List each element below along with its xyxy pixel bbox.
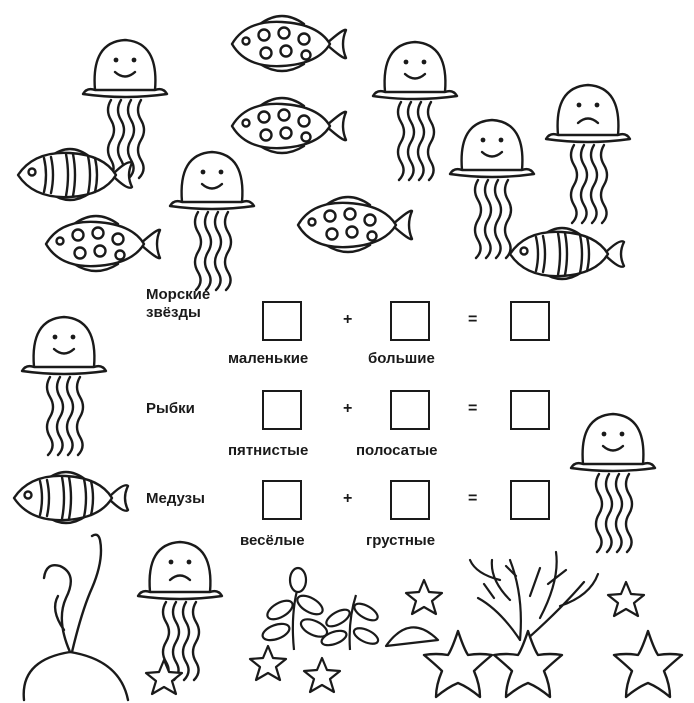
plus-sign: +: [343, 490, 353, 507]
equals-sign: =: [468, 400, 478, 417]
right-label: грустные: [366, 532, 436, 549]
answer-box-right[interactable]: [390, 480, 430, 520]
spotted-fish: [232, 98, 346, 153]
left-label: маленькие: [228, 350, 309, 367]
small-starfish: [608, 582, 644, 616]
left-label: весёлые: [240, 532, 305, 549]
spotted-fish: [46, 216, 160, 271]
right-label: большие: [368, 350, 435, 367]
plus-sign: +: [343, 400, 353, 417]
happy-jellyfish: [373, 42, 457, 180]
row-title: Рыбки: [146, 400, 195, 417]
striped-fish: [14, 472, 128, 523]
row-title: Морские звёзды: [146, 286, 211, 321]
sad-jellyfish: [546, 85, 630, 223]
spotted-fish: [232, 16, 346, 71]
answer-box-total[interactable]: [510, 480, 550, 520]
answer-box-total[interactable]: [510, 390, 550, 430]
seaweed: [24, 535, 128, 700]
answer-box-right[interactable]: [390, 390, 430, 430]
happy-jellyfish: [571, 414, 655, 552]
row-title: Медузы: [146, 490, 205, 507]
happy-jellyfish: [22, 317, 106, 455]
striped-fish: [18, 149, 132, 200]
equals-sign: =: [468, 311, 478, 328]
big-starfish: [614, 631, 682, 697]
answer-box-right[interactable]: [390, 301, 430, 341]
answer-box-left[interactable]: [262, 390, 302, 430]
answer-box-left[interactable]: [262, 301, 302, 341]
right-label: полосатые: [356, 442, 438, 459]
sad-jellyfish: [138, 542, 222, 680]
striped-fish: [510, 228, 624, 279]
sea-plants: [260, 568, 438, 650]
small-starfish: [406, 580, 442, 614]
left-label: пятнистые: [228, 442, 309, 459]
small-starfish: [250, 646, 286, 680]
happy-jellyfish: [170, 152, 254, 290]
small-starfish: [304, 658, 340, 692]
answer-box-left[interactable]: [262, 480, 302, 520]
plus-sign: +: [343, 311, 353, 328]
answer-box-total[interactable]: [510, 301, 550, 341]
happy-jellyfish: [450, 120, 534, 258]
spotted-fish: [298, 197, 412, 252]
big-starfish: [494, 631, 562, 697]
coral: [470, 552, 598, 640]
equals-sign: =: [468, 490, 478, 507]
